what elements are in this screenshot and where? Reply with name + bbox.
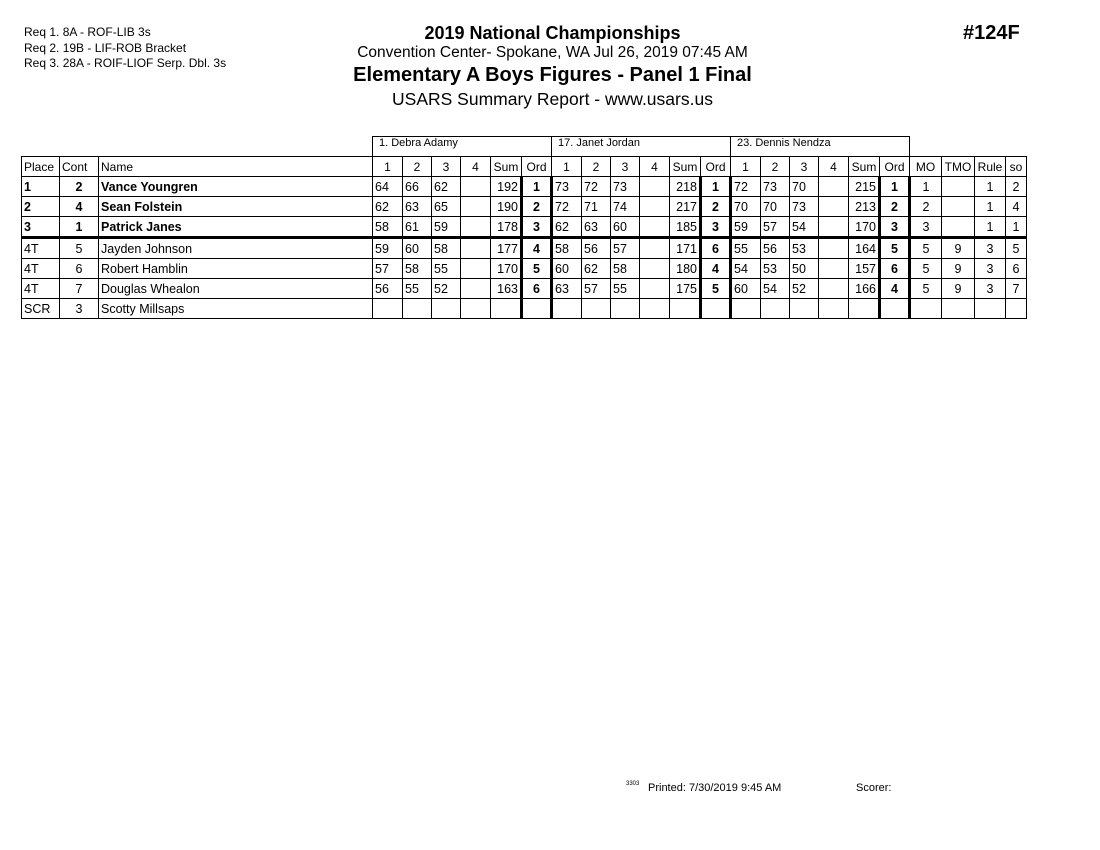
so-cell: 7 <box>1006 279 1027 299</box>
j1-score-1-cell: 64 <box>373 177 403 197</box>
j2-sum-cell: 218 <box>670 177 701 197</box>
requirement-1: Req 1. 8A - ROF-LIB 3s <box>24 25 151 39</box>
j1-score-2-cell: 61 <box>403 217 432 238</box>
skater-name-cell: Scotty Millsaps <box>99 299 373 319</box>
j1-score-4-cell <box>461 299 491 319</box>
j3-score-4-cell <box>819 197 849 217</box>
j2-sum-cell: 185 <box>670 217 701 238</box>
j2-score-2-cell: 57 <box>582 279 611 299</box>
j2-score-4-cell <box>640 238 670 259</box>
j3-score-3-cell: 50 <box>790 259 819 279</box>
j1-ordinal-cell: 3 <box>522 217 552 238</box>
j3-score-1-cell: 70 <box>731 197 761 217</box>
j2-score-2-cell: 72 <box>582 177 611 197</box>
j1-score-2-cell: 58 <box>403 259 432 279</box>
j1-ordinal-cell: 1 <box>522 177 552 197</box>
tmo-cell <box>942 197 975 217</box>
j1-score-3-cell: 62 <box>432 177 461 197</box>
j1-score-1-cell <box>373 299 403 319</box>
skater-name-cell: Sean Folstein <box>99 197 373 217</box>
j1-score-2-cell: 60 <box>403 238 432 259</box>
j1-score-1-cell: 57 <box>373 259 403 279</box>
place-cell: 2 <box>22 197 60 217</box>
j3-sum-cell: 157 <box>849 259 880 279</box>
skater-name-cell: Robert Hamblin <box>99 259 373 279</box>
place-cell: 1 <box>22 177 60 197</box>
j3-sum-cell: 170 <box>849 217 880 238</box>
place-cell: 3 <box>22 217 60 238</box>
j3-score-4-cell <box>819 279 849 299</box>
mo-cell <box>910 299 942 319</box>
table-row <box>22 259 1027 279</box>
j2-sum-cell: 217 <box>670 197 701 217</box>
mo-cell: 3 <box>910 217 942 238</box>
place-cell: 4T <box>22 238 60 259</box>
col-j1-s1: 1 <box>373 157 403 177</box>
j3-score-2-cell: 70 <box>761 197 790 217</box>
col-j2-s2: 2 <box>582 157 611 177</box>
j2-score-4-cell <box>640 177 670 197</box>
j1-score-2-cell: 55 <box>403 279 432 299</box>
j3-score-3-cell: 52 <box>790 279 819 299</box>
j2-ordinal-cell: 1 <box>701 177 731 197</box>
j2-score-3-cell: 55 <box>611 279 640 299</box>
rule-cell <box>975 299 1006 319</box>
col-j3-ord: Ord <box>880 157 910 177</box>
printed-timestamp: Printed: 7/30/2019 9:45 AM <box>648 782 782 794</box>
j3-ordinal-cell: 6 <box>880 259 910 279</box>
j1-score-4-cell <box>461 197 491 217</box>
j3-score-1-cell: 60 <box>731 279 761 299</box>
j1-sum-cell: 190 <box>491 197 522 217</box>
col-so: so <box>1006 157 1027 177</box>
table-row <box>22 217 1027 238</box>
j1-score-2-cell: 66 <box>403 177 432 197</box>
place-cell: 4T <box>22 279 60 299</box>
j1-sum-cell: 192 <box>491 177 522 197</box>
j1-score-3-cell: 58 <box>432 238 461 259</box>
col-j3-s3: 3 <box>790 157 819 177</box>
j3-ordinal-cell: 3 <box>880 217 910 238</box>
j2-ordinal-cell: 2 <box>701 197 731 217</box>
tmo-cell <box>942 217 975 238</box>
mo-cell: 2 <box>910 197 942 217</box>
j1-sum-cell: 177 <box>491 238 522 259</box>
col-j3-s1: 1 <box>731 157 761 177</box>
scorer-label: Scorer: <box>856 782 892 794</box>
contestant-number-cell: 1 <box>60 217 99 238</box>
rule-cell: 1 <box>975 217 1006 238</box>
so-cell: 5 <box>1006 238 1027 259</box>
j3-score-2-cell: 57 <box>761 217 790 238</box>
j3-score-1-cell: 54 <box>731 259 761 279</box>
j2-score-2-cell: 71 <box>582 197 611 217</box>
contestant-number-cell: 6 <box>60 259 99 279</box>
judge-1-name: 1. Debra Adamy <box>373 137 552 157</box>
j3-score-4-cell <box>819 238 849 259</box>
col-j3-sum: Sum <box>849 157 880 177</box>
j1-score-2-cell: 63 <box>403 197 432 217</box>
place-cell: 4T <box>22 259 60 279</box>
j1-ordinal-cell: 5 <box>522 259 552 279</box>
j3-sum-cell: 166 <box>849 279 880 299</box>
j3-score-3-cell <box>790 299 819 319</box>
j2-score-1-cell: 60 <box>552 259 582 279</box>
j1-score-2-cell <box>403 299 432 319</box>
j3-score-3-cell: 54 <box>790 217 819 238</box>
rule-cell: 3 <box>975 279 1006 299</box>
mo-cell: 5 <box>910 238 942 259</box>
j2-ordinal-cell: 5 <box>701 279 731 299</box>
event-number: #124F <box>963 22 1020 44</box>
table-row <box>22 177 1027 197</box>
j2-ordinal-cell <box>701 299 731 319</box>
j3-score-2-cell: 54 <box>761 279 790 299</box>
j1-score-4-cell <box>461 259 491 279</box>
j2-score-1-cell: 62 <box>552 217 582 238</box>
table-row <box>22 197 1027 217</box>
col-j1-sum: Sum <box>491 157 522 177</box>
col-cont: Cont <box>60 157 99 177</box>
col-j2-s3: 3 <box>611 157 640 177</box>
j2-score-3-cell <box>611 299 640 319</box>
j2-score-3-cell: 60 <box>611 217 640 238</box>
j2-score-2-cell: 63 <box>582 217 611 238</box>
col-j2-sum: Sum <box>670 157 701 177</box>
j2-sum-cell: 175 <box>670 279 701 299</box>
col-j2-ord: Ord <box>701 157 731 177</box>
j1-score-1-cell: 58 <box>373 217 403 238</box>
j1-score-4-cell <box>461 279 491 299</box>
j1-score-1-cell: 59 <box>373 238 403 259</box>
table-row <box>22 238 1027 259</box>
requirements-list <box>24 25 226 72</box>
championship-title: 2019 National Championships <box>424 23 681 43</box>
so-cell: 4 <box>1006 197 1027 217</box>
column-header-row <box>22 157 1027 177</box>
judge-2-name: 17. Janet Jordan <box>552 137 731 157</box>
contestant-number-cell: 3 <box>60 299 99 319</box>
j1-score-1-cell: 56 <box>373 279 403 299</box>
j2-score-2-cell: 62 <box>582 259 611 279</box>
tmo-cell: 9 <box>942 238 975 259</box>
col-rule: Rule <box>975 157 1006 177</box>
j1-score-3-cell <box>432 299 461 319</box>
tmo-cell: 9 <box>942 279 975 299</box>
footer-code: 3303 <box>626 781 640 787</box>
j3-sum-cell: 164 <box>849 238 880 259</box>
skater-name-cell: Jayden Johnson <box>99 238 373 259</box>
j1-ordinal-cell: 6 <box>522 279 552 299</box>
j2-score-4-cell <box>640 259 670 279</box>
j2-score-4-cell <box>640 217 670 238</box>
j2-score-1-cell: 63 <box>552 279 582 299</box>
report-title: USARS Summary Report - www.usars.us <box>392 89 713 109</box>
j2-score-4-cell <box>640 299 670 319</box>
j3-score-4-cell <box>819 259 849 279</box>
j3-score-4-cell <box>819 217 849 238</box>
col-j3-s2: 2 <box>761 157 790 177</box>
place-cell: SCR <box>22 299 60 319</box>
col-tmo: TMO <box>942 157 975 177</box>
tmo-cell <box>942 299 975 319</box>
so-cell: 6 <box>1006 259 1027 279</box>
rule-cell: 1 <box>975 177 1006 197</box>
requirement-2: Req 2. 19B - LIF-ROB Bracket <box>24 40 187 55</box>
j1-score-3-cell: 65 <box>432 197 461 217</box>
mo-cell: 5 <box>910 279 942 299</box>
skater-name-cell: Douglas Whealon <box>99 279 373 299</box>
mo-cell: 5 <box>910 259 942 279</box>
contestant-number-cell: 4 <box>60 197 99 217</box>
col-j1-ord: Ord <box>522 157 552 177</box>
j3-score-2-cell: 73 <box>761 177 790 197</box>
table-row <box>22 279 1027 299</box>
j3-score-3-cell: 53 <box>790 238 819 259</box>
j3-score-4-cell <box>819 299 849 319</box>
col-j3-s4: 4 <box>819 157 849 177</box>
skater-name-cell: Vance Youngren <box>99 177 373 197</box>
j2-score-3-cell: 74 <box>611 197 640 217</box>
rule-cell: 1 <box>975 197 1006 217</box>
j1-score-3-cell: 59 <box>432 217 461 238</box>
j3-sum-cell <box>849 299 880 319</box>
col-j1-s4: 4 <box>461 157 491 177</box>
report-header <box>300 22 805 110</box>
j2-ordinal-cell: 4 <box>701 259 731 279</box>
rule-cell: 3 <box>975 259 1006 279</box>
j2-score-1-cell <box>552 299 582 319</box>
j1-score-4-cell <box>461 177 491 197</box>
j2-score-3-cell: 73 <box>611 177 640 197</box>
j3-score-1-cell: 72 <box>731 177 761 197</box>
j1-ordinal-cell: 4 <box>522 238 552 259</box>
j3-score-2-cell: 56 <box>761 238 790 259</box>
j1-sum-cell: 170 <box>491 259 522 279</box>
j2-ordinal-cell: 3 <box>701 217 731 238</box>
tmo-cell <box>942 177 975 197</box>
j1-sum-cell <box>491 299 522 319</box>
j2-score-4-cell <box>640 279 670 299</box>
j3-score-1-cell: 59 <box>731 217 761 238</box>
j3-score-2-cell <box>761 299 790 319</box>
contestant-number-cell: 2 <box>60 177 99 197</box>
j3-score-2-cell: 53 <box>761 259 790 279</box>
j2-score-2-cell: 56 <box>582 238 611 259</box>
contestant-number-cell: 5 <box>60 238 99 259</box>
j1-score-4-cell <box>461 217 491 238</box>
j1-ordinal-cell <box>522 299 552 319</box>
j3-ordinal-cell: 5 <box>880 238 910 259</box>
j2-sum-cell <box>670 299 701 319</box>
j1-sum-cell: 178 <box>491 217 522 238</box>
mo-cell: 1 <box>910 177 942 197</box>
contestant-number-cell: 7 <box>60 279 99 299</box>
j3-ordinal-cell: 2 <box>880 197 910 217</box>
skater-name-cell: Patrick Janes <box>99 217 373 238</box>
j2-score-3-cell: 57 <box>611 238 640 259</box>
j3-score-3-cell: 70 <box>790 177 819 197</box>
col-mo: MO <box>910 157 942 177</box>
j3-sum-cell: 213 <box>849 197 880 217</box>
j1-score-3-cell: 52 <box>432 279 461 299</box>
j2-score-3-cell: 58 <box>611 259 640 279</box>
j1-sum-cell: 163 <box>491 279 522 299</box>
col-j2-s1: 1 <box>552 157 582 177</box>
judge-3-name: 23. Dennis Nendza <box>731 137 910 157</box>
j2-score-1-cell: 72 <box>552 197 582 217</box>
j3-score-3-cell: 73 <box>790 197 819 217</box>
j3-ordinal-cell: 1 <box>880 177 910 197</box>
j3-score-1-cell <box>731 299 761 319</box>
j3-sum-cell: 215 <box>849 177 880 197</box>
so-cell <box>1006 299 1027 319</box>
j1-score-4-cell <box>461 238 491 259</box>
j3-score-4-cell <box>819 177 849 197</box>
requirement-3: Req 3. 28A - ROIF-LIOF Serp. Dbl. 3s <box>24 56 227 70</box>
so-cell: 2 <box>1006 177 1027 197</box>
table-row <box>22 299 1027 319</box>
rule-cell: 3 <box>975 238 1006 259</box>
col-place: Place <box>22 157 60 177</box>
j2-score-1-cell: 73 <box>552 177 582 197</box>
so-cell: 1 <box>1006 217 1027 238</box>
j2-ordinal-cell: 6 <box>701 238 731 259</box>
event-title: Elementary A Boys Figures - Panel 1 Final <box>353 64 752 86</box>
col-name: Name <box>99 157 373 177</box>
j1-score-1-cell: 62 <box>373 197 403 217</box>
j1-ordinal-cell: 2 <box>522 197 552 217</box>
j3-ordinal-cell: 4 <box>880 279 910 299</box>
results-rows <box>22 177 1027 319</box>
j2-sum-cell: 180 <box>670 259 701 279</box>
j3-ordinal-cell <box>880 299 910 319</box>
judge-header-row <box>22 137 1027 157</box>
j1-score-3-cell: 55 <box>432 259 461 279</box>
j2-sum-cell: 171 <box>670 238 701 259</box>
col-j1-s2: 2 <box>403 157 432 177</box>
venue-line: Convention Center- Spokane, WA Jul 26, 2019 07:45 AM <box>357 44 748 61</box>
j2-score-2-cell <box>582 299 611 319</box>
j2-score-4-cell <box>640 197 670 217</box>
col-j1-s3: 3 <box>432 157 461 177</box>
j2-score-1-cell: 58 <box>552 238 582 259</box>
col-j2-s4: 4 <box>640 157 670 177</box>
tmo-cell: 9 <box>942 259 975 279</box>
results-table <box>21 136 1027 319</box>
j3-score-1-cell: 55 <box>731 238 761 259</box>
